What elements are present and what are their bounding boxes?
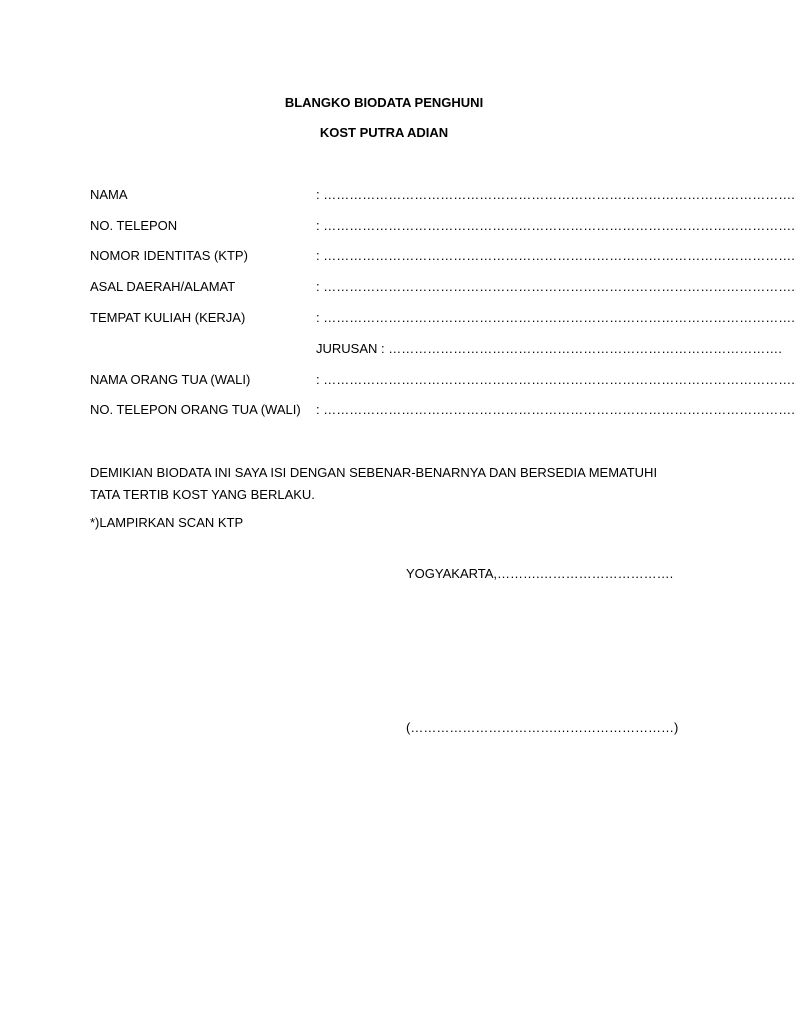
- field-row-orang-tua: [90, 372, 795, 390]
- field-row-jurusan: [90, 341, 782, 359]
- document-subtitle: KOST PUTRA ADIAN: [319, 125, 449, 140]
- field-label: NAMA ORANG TUA (WALI): [90, 372, 251, 387]
- place-date-line: YOGYAKARTA,……….………………………….: [406, 566, 674, 581]
- field-row-telepon: [90, 218, 795, 236]
- field-label: NAMA: [90, 187, 128, 202]
- attachment-note: *)LAMPIRKAN SCAN KTP: [90, 515, 244, 530]
- field-label: TEMPAT KULIAH (KERJA): [90, 310, 246, 325]
- field-row-alamat: [90, 279, 795, 297]
- field-label: ASAL DAERAH/ALAMAT: [90, 279, 236, 294]
- signature-line: (…………………………….………………………): [406, 720, 679, 735]
- document-title: BLANGKO BIODATA PENGHUNI: [284, 95, 484, 110]
- field-label: NOMOR IDENTITAS (KTP): [90, 248, 248, 263]
- field-blank: : ……………………………………………………………………………………………….: [316, 248, 795, 263]
- field-blank: : ……………………………………………………………………………………………….: [316, 402, 795, 417]
- field-blank: : ……………………………………………………………………………………………….: [316, 372, 795, 387]
- field-row-identitas: [90, 248, 795, 266]
- field-row-tempat-kuliah: [90, 310, 795, 328]
- field-blank: : ……………………………………………………………………………………………….: [316, 310, 795, 325]
- field-row-nama: [90, 187, 795, 205]
- declaration-statement: DEMIKIAN BIODATA INI SAYA ISI DENGAN SEBENAR-BENARNYA DAN BERSEDIA MEMATUHI TATA TERTIB KOST YANG BERLAKU.: [90, 465, 658, 502]
- field-blank: : ……………………………………………………………………………………………….: [316, 279, 795, 294]
- field-blank: : ……………………………………………………………………………………………….: [316, 187, 795, 202]
- field-label: NO. TELEPON: [90, 218, 178, 233]
- field-row-telepon-orang-tua: [90, 402, 795, 420]
- field-blank: : ……………………………………………………………………………………………….: [316, 218, 795, 233]
- field-blank: JURUSAN : ……………………………………………………………………………….: [316, 341, 782, 356]
- field-label: NO. TELEPON ORANG TUA (WALI): [90, 402, 301, 417]
